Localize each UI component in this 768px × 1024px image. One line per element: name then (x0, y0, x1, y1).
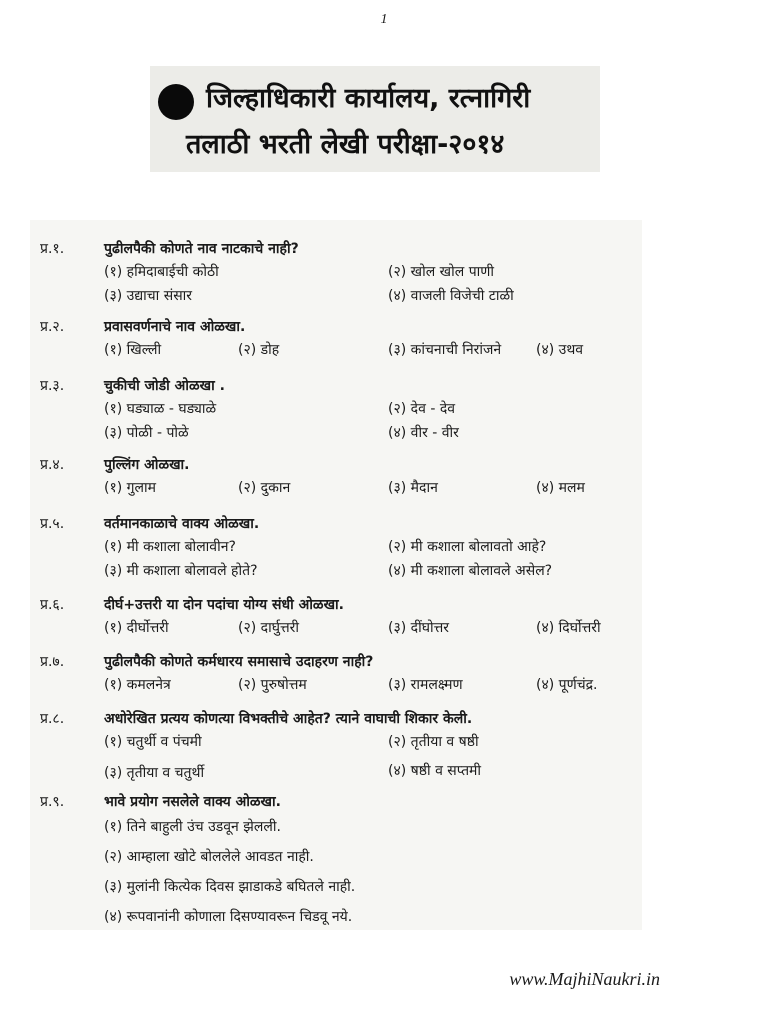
question-number: प्र.१. (40, 240, 65, 257)
option-4: (४) दिर्घोत्तरी (536, 620, 601, 636)
question-number: प्र.५. (40, 515, 65, 532)
question-text: वर्तमानकाळाचे वाक्य ओळखा. (104, 515, 260, 532)
question-number: प्र.७. (40, 653, 65, 670)
option-3: (३) मुलांनी कित्येक दिवस झाडाकडे बघितले नाही. (104, 879, 356, 895)
option-4: (४) वाजली विजेची टाळी (388, 288, 514, 304)
option-1: (१) गुलाम (104, 480, 157, 496)
question-number: प्र.६. (40, 596, 65, 613)
option-3: (३) पोळी - पोळे (104, 425, 189, 441)
option-3: (३) मैदान (388, 480, 438, 496)
option-4: (४) रूपवानांनी कोणाला दिसण्यावरून चिडवू नये. (104, 909, 353, 925)
question-text: प्रवासवर्णनाचे नाव ओळखा. (104, 318, 246, 335)
question-number: प्र.४. (40, 456, 65, 473)
question-number: प्र.९. (40, 793, 65, 810)
option-3: (३) तृतीया व चतुर्थी (104, 765, 205, 781)
option-1: (१) दीर्घोत्तरी (104, 620, 169, 636)
title-line-2: तलाठी भरती लेखी परीक्षा-२०१४ (186, 129, 505, 160)
option-1: (१) तिने बाहुली उंच उडवून झेलली. (104, 819, 281, 835)
option-2: (२) डोह (238, 342, 280, 358)
option-3: (३) कांचनाची निरांजने (388, 342, 502, 358)
question-number: प्र.८. (40, 710, 65, 727)
option-1: (१) कमलनेत्र (104, 677, 171, 693)
question-3 (40, 374, 640, 444)
option-2: (२) पुरुषोत्तम (238, 677, 307, 693)
question-text: भावे प्रयोग नसलेले वाक्य ओळखा. (104, 793, 281, 810)
question-text: पुढीलपैकी कोणते नाव नाटकाचे नाही? (104, 240, 299, 257)
title-line-1: जिल्हाधिकारी कार्यालय, रत्नागिरी (206, 83, 531, 114)
option-3: (३) उद्याचा संसार (104, 288, 193, 304)
option-2: (२) खोल खोल पाणी (388, 264, 495, 280)
option-1: (१) चतुर्थी व पंचमी (104, 734, 202, 750)
option-4: (४) उथव (536, 342, 584, 358)
option-1: (१) मी कशाला बोलावीन? (104, 539, 236, 555)
question-4 (40, 453, 640, 499)
question-text: चुकीची जोडी ओळखा . (104, 377, 225, 394)
footer-url: www.MajhiNaukri.in (509, 969, 660, 989)
question-number: प्र.२. (40, 318, 65, 335)
option-4: (४) षष्ठी व सप्तमी (388, 763, 482, 779)
option-1: (१) हमिदाबाईची कोठी (104, 264, 219, 280)
option-3: (३) दींघोत्तर (388, 620, 450, 636)
question-8 (40, 707, 640, 785)
option-3: (३) रामलक्ष्मण (388, 677, 463, 693)
question-text: पुल्लिंग ओळखा. (104, 456, 190, 473)
question-6 (40, 593, 640, 639)
question-5 (40, 512, 640, 582)
option-2: (२) मी कशाला बोलावतो आहे? (388, 539, 547, 555)
question-text: पुढीलपैकी कोणते कर्मधारय समासाचे उदाहरण नाही? (104, 653, 374, 670)
option-2: (२) तृतीया व षष्ठी (388, 734, 479, 750)
bullet-dot-icon (158, 84, 194, 120)
question-2 (40, 315, 640, 361)
question-text: दीर्घ+उत्तरी या दोन पदांचा योग्य संधी ओळखा. (104, 596, 344, 613)
option-1: (१) घड्याळ - घड्याळे (104, 401, 217, 417)
question-9 (40, 790, 640, 932)
question-number: प्र.३. (40, 377, 65, 394)
option-2: (२) दुकान (238, 480, 291, 496)
option-2: (२) देव - देव (388, 401, 456, 417)
page-number: 1 (380, 12, 388, 27)
option-4: (४) पूर्णचंद्र. (536, 677, 598, 693)
option-1: (१) खिल्ली (104, 342, 162, 358)
option-2: (२) आम्हाला खोटे बोललेले आवडत नाही. (104, 849, 314, 865)
option-2: (२) दार्घुत्तरी (238, 620, 300, 636)
option-4: (४) मलम (536, 480, 585, 496)
question-text: अधोरेखित प्रत्यय कोणत्या विभक्तीचे आहेत? त्याने वाघाची शिकार केली. (104, 710, 473, 727)
question-7 (40, 650, 640, 696)
option-3: (३) मी कशाला बोलावले होते? (104, 563, 258, 579)
option-4: (४) मी कशाला बोलावले असेल? (388, 563, 553, 579)
question-1 (40, 237, 640, 307)
option-4: (४) वीर - वीर (388, 425, 459, 441)
